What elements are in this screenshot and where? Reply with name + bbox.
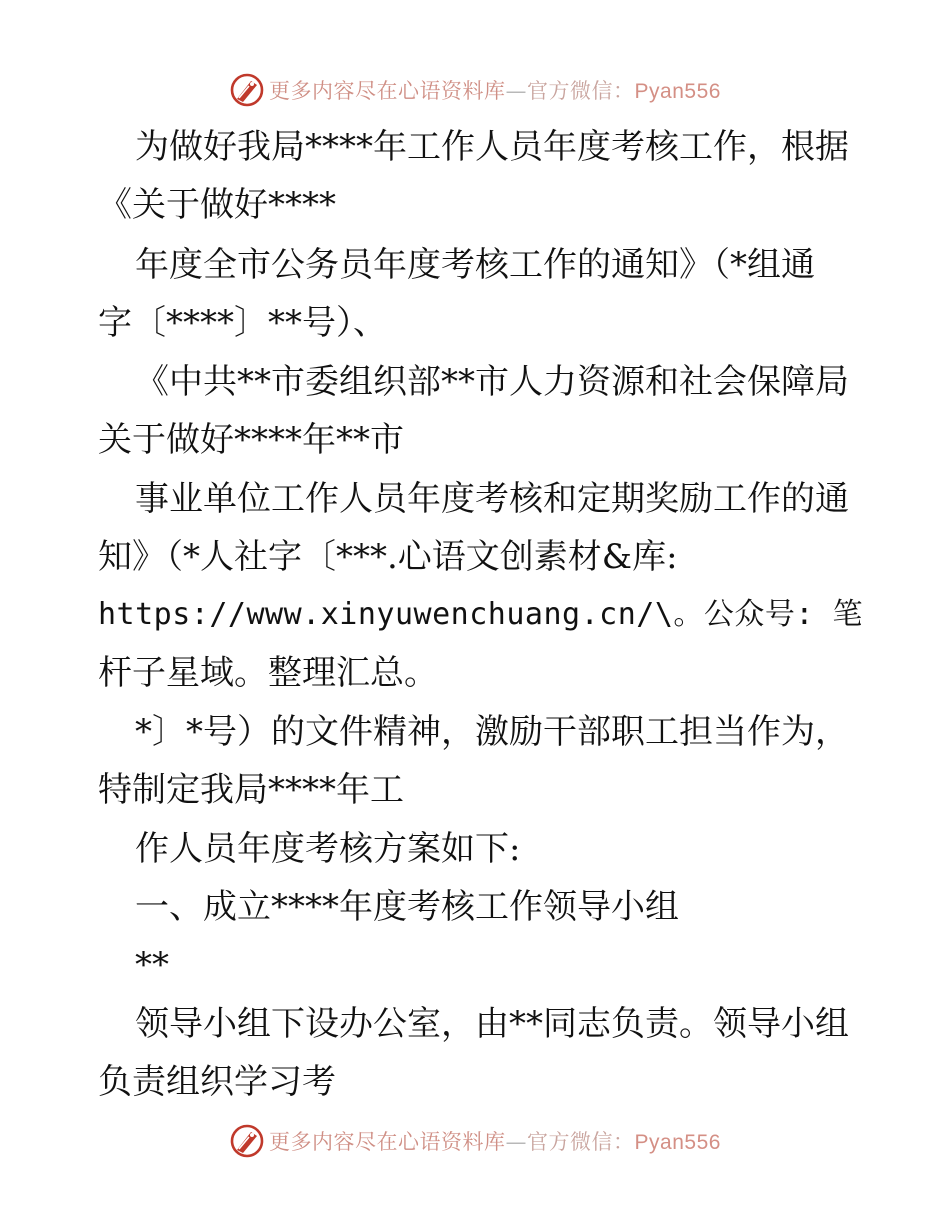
banner-brand: 更多内容尽在心语资料库 xyxy=(269,79,506,103)
footer-watermark-banner xyxy=(0,1121,950,1161)
header-watermark-banner xyxy=(0,70,950,110)
body-line-10: 杆子星域。整理汇总。 xyxy=(98,653,438,693)
body-line-1: 为做好我局****年工作人员年度考核工作，根据 xyxy=(135,127,849,167)
pen-nib-logo-icon xyxy=(229,1123,265,1159)
body-line-9-url: https://www.xinyuwenchuang.cn/\。公众号: 笔 xyxy=(98,597,864,632)
banner-dash: — xyxy=(505,1130,528,1154)
body-line-7: 事业单位工作人员年度考核和定期奖励工作的通 xyxy=(135,479,849,519)
body-line-17: 负责组织学习考 xyxy=(98,1062,336,1102)
banner-dash: — xyxy=(505,79,528,103)
banner-wechat-id: Pyan556 xyxy=(634,80,721,103)
body-line-16: 领导小组下设办公室，由**同志负责。领导小组 xyxy=(135,1004,849,1044)
footer-watermark-text xyxy=(269,1126,721,1156)
body-line-15: ** xyxy=(135,945,169,985)
body-line-8: 知》（*人社字〔***.心语文创素材&库: xyxy=(98,537,678,577)
body-line-11: *〕*号）的文件精神，激励干部职工担当作为， xyxy=(135,712,849,752)
body-line-5: 《中共**市委组织部**市人力资源和社会保障局 xyxy=(135,362,849,402)
body-line-4: 字〔****〕**号）、 xyxy=(98,303,387,343)
section-heading-1: 一、成立****年度考核工作领导小组 xyxy=(135,887,679,927)
body-line-12: 特制定我局****年工 xyxy=(98,770,404,810)
header-watermark-text xyxy=(269,75,721,105)
body-line-3: 年度全市公务员年度考核工作的通知》（*组通 xyxy=(135,245,815,285)
banner-brand: 更多内容尽在心语资料库 xyxy=(269,1130,506,1154)
body-line-6: 关于做好****年**市 xyxy=(98,420,404,460)
banner-wechat-id: Pyan556 xyxy=(634,1131,721,1154)
banner-wechat-label: 官方微信： xyxy=(527,1130,635,1154)
banner-wechat-label: 官方微信： xyxy=(527,79,635,103)
pen-nib-logo-icon xyxy=(229,72,265,108)
body-line-2: 《关于做好**** xyxy=(98,185,336,225)
body-line-13: 作人员年度考核方案如下: xyxy=(135,829,521,869)
